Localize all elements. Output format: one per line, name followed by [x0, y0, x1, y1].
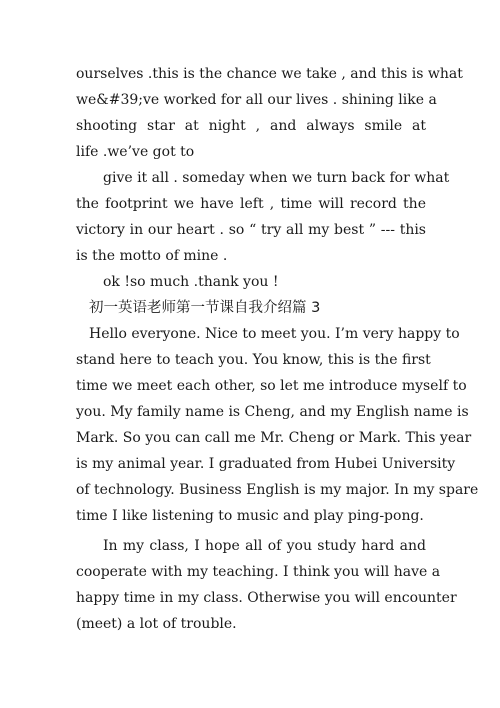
paragraph-first-line: give it all . someday when we turn back for what — [103, 170, 450, 186]
text-line: ourselves .this is the chance we take , and this is what — [76, 66, 463, 82]
paragraph-first-line: ok !so much .thank you ! — [103, 274, 279, 290]
text-line: stand here to teach you. You know, this is the first — [76, 352, 431, 368]
paragraph-first-line: In my class, I hope all of you study hard and — [103, 538, 426, 554]
text-line: is my animal year. I graduated from Hubei University — [76, 456, 456, 472]
text-line: time we meet each other, so let me introduce myself to — [76, 378, 467, 394]
paragraph-first-line: Hello everyone. Nice to meet you. I’m very happy to — [89, 326, 460, 342]
text-line: Mark. So you can call me Mr. Cheng or Mark. This year — [76, 430, 472, 446]
text-line: shooting star at night , and always smile at — [76, 118, 426, 134]
text-line: time I like listening to music and play ping-pong. — [76, 508, 424, 524]
text-line: life .we’ve got to — [76, 144, 195, 160]
text-line: victory in our heart . so “ try all my best ” --- this — [76, 222, 426, 238]
text-line: we&#39;ve worked for all our lives . shining like a — [76, 92, 437, 108]
section-heading: 初一英语老师第一节课自我介绍篇 3 — [89, 300, 321, 316]
text-line: of technology. Business English is my major. In my spare — [76, 482, 479, 498]
text-line: cooperate with my teaching. I think you will have a — [76, 564, 441, 580]
text-line: (meet) a lot of trouble. — [76, 616, 237, 632]
text-line: happy time in my class. Otherwise you will encounter — [76, 590, 457, 606]
text-line: you. My family name is Cheng, and my English name is — [76, 404, 469, 420]
text-line: is the motto of mine . — [76, 248, 228, 264]
text-line: the footprint we have left , time will record the — [76, 196, 426, 212]
